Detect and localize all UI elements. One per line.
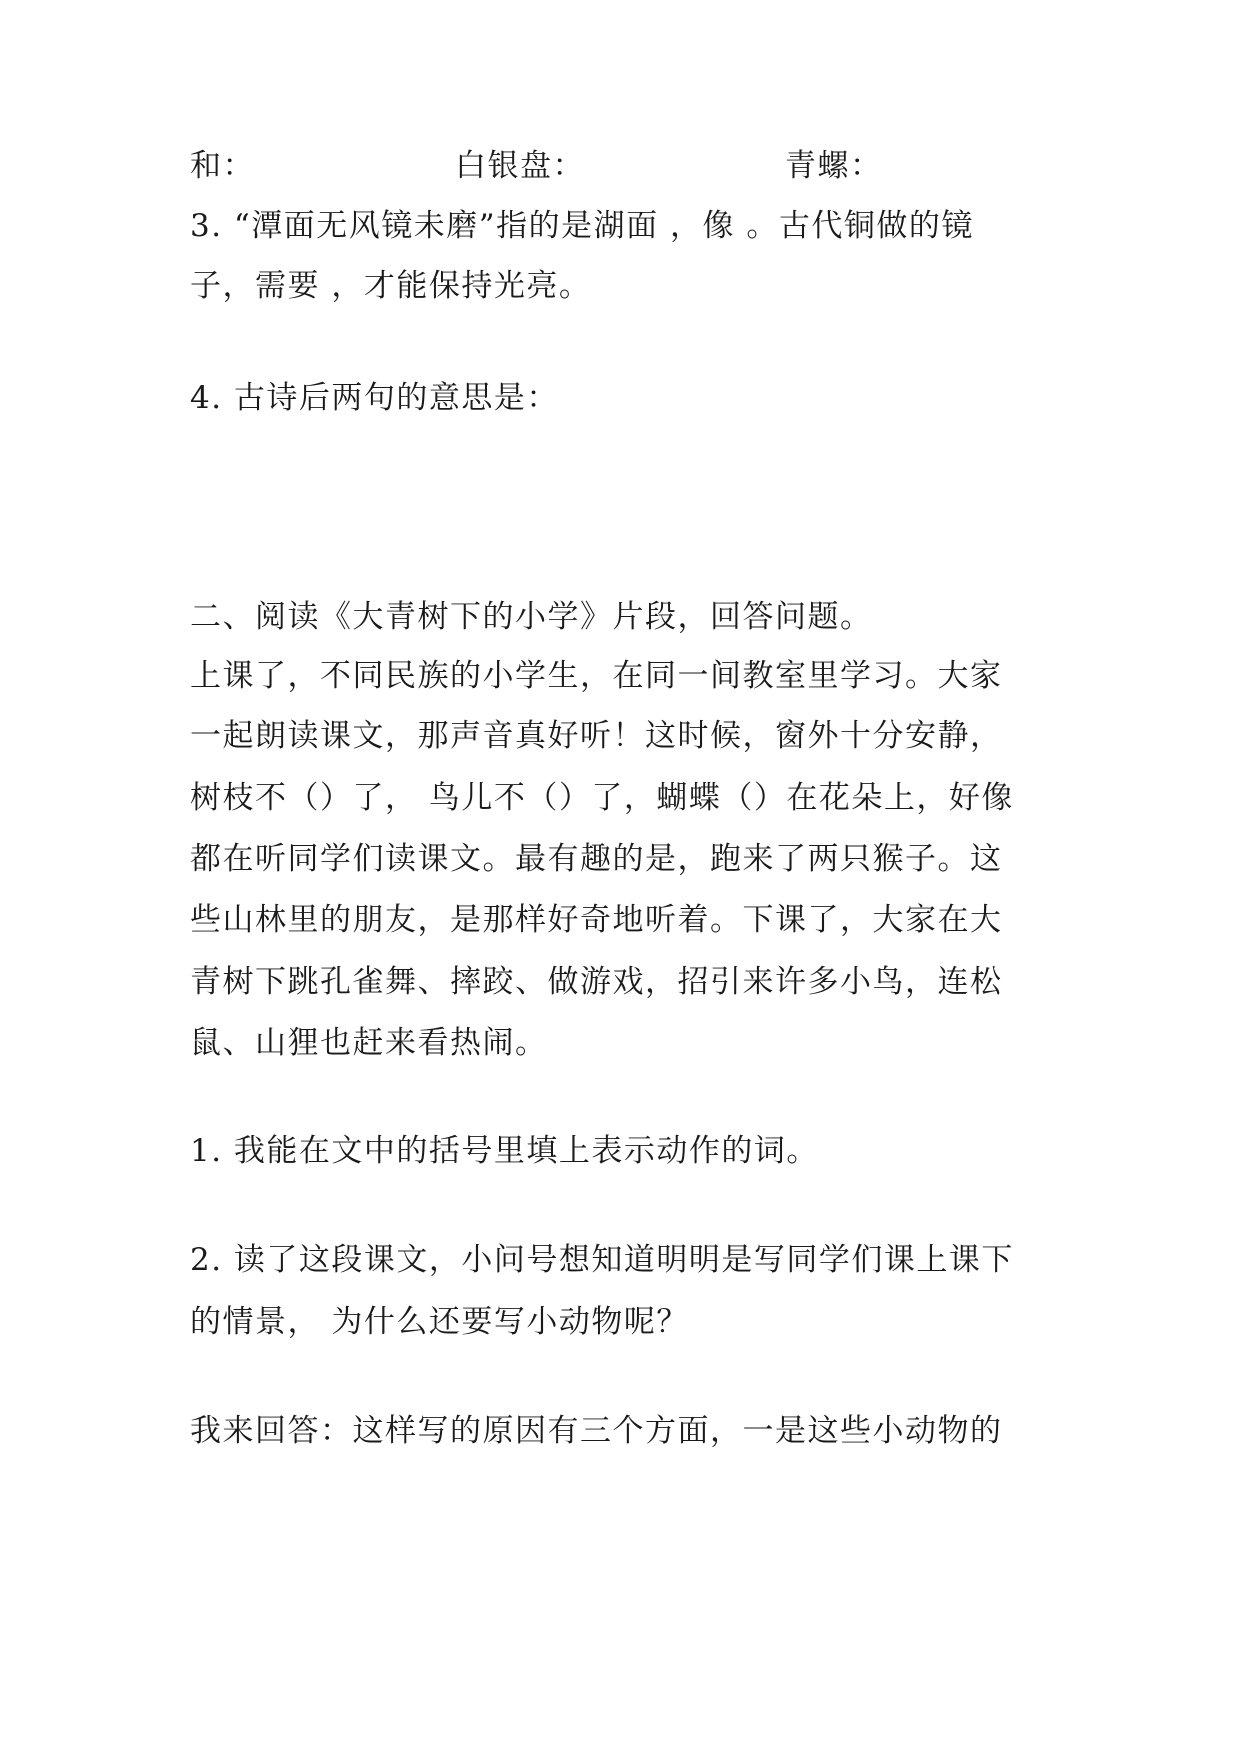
passage-line: 青树下跳孔雀舞、摔跤、做游戏，招引来许多小鸟，连松: [190, 964, 1003, 1000]
question-1-line: 1. 我能在文中的括号里填上表示动作的词。: [190, 1133, 819, 1169]
passage-line: 些山林里的朋友，是那样好奇地听着。下课了，大家在大: [190, 902, 1003, 938]
question-3-line-1: 3. “潭面无风镜未磨”指的是湖面 ，像 。古代铜做的镜: [190, 208, 974, 244]
question-4-line-1: 4. 古诗后两句的意思是：: [190, 380, 559, 416]
answer-line-1: 我来回答：这样写的原因有三个方面，一是这些小动物的: [190, 1413, 1003, 1449]
question-3-line-2: 子，需要 ，才能保持光亮。: [190, 268, 592, 304]
passage-line: 上课了，不同民族的小学生，在同一间教室里学习。大家: [190, 658, 1003, 694]
term-qingluo: 青螺：: [785, 148, 883, 184]
passage-line: 树枝不（）了， 鸟儿不（）了，蝴蝶（）在花朵上，好像: [190, 780, 1014, 816]
passage-line: 都在听同学们读课文。最有趣的是，跑来了两只猴子。这: [190, 841, 1003, 877]
term-he: 和：: [190, 148, 255, 184]
question-2-line-1: 2. 读了这段课文，小问号想知道明明是写同学们课上课下: [190, 1242, 1014, 1278]
passage-line: 鼠、山狸也赶来看热闹。: [190, 1025, 548, 1061]
term-baiyinpan: 白银盘：: [455, 148, 585, 184]
section-2-heading: 二、阅读《大青树下的小学》片段，回答问题。: [190, 599, 873, 635]
question-2-line-2: 的情景， 为什么还要写小动物呢？: [190, 1304, 689, 1340]
passage-line: 一起朗读课文，那声音真好听！这时候，窗外十分安静，: [190, 718, 1003, 754]
